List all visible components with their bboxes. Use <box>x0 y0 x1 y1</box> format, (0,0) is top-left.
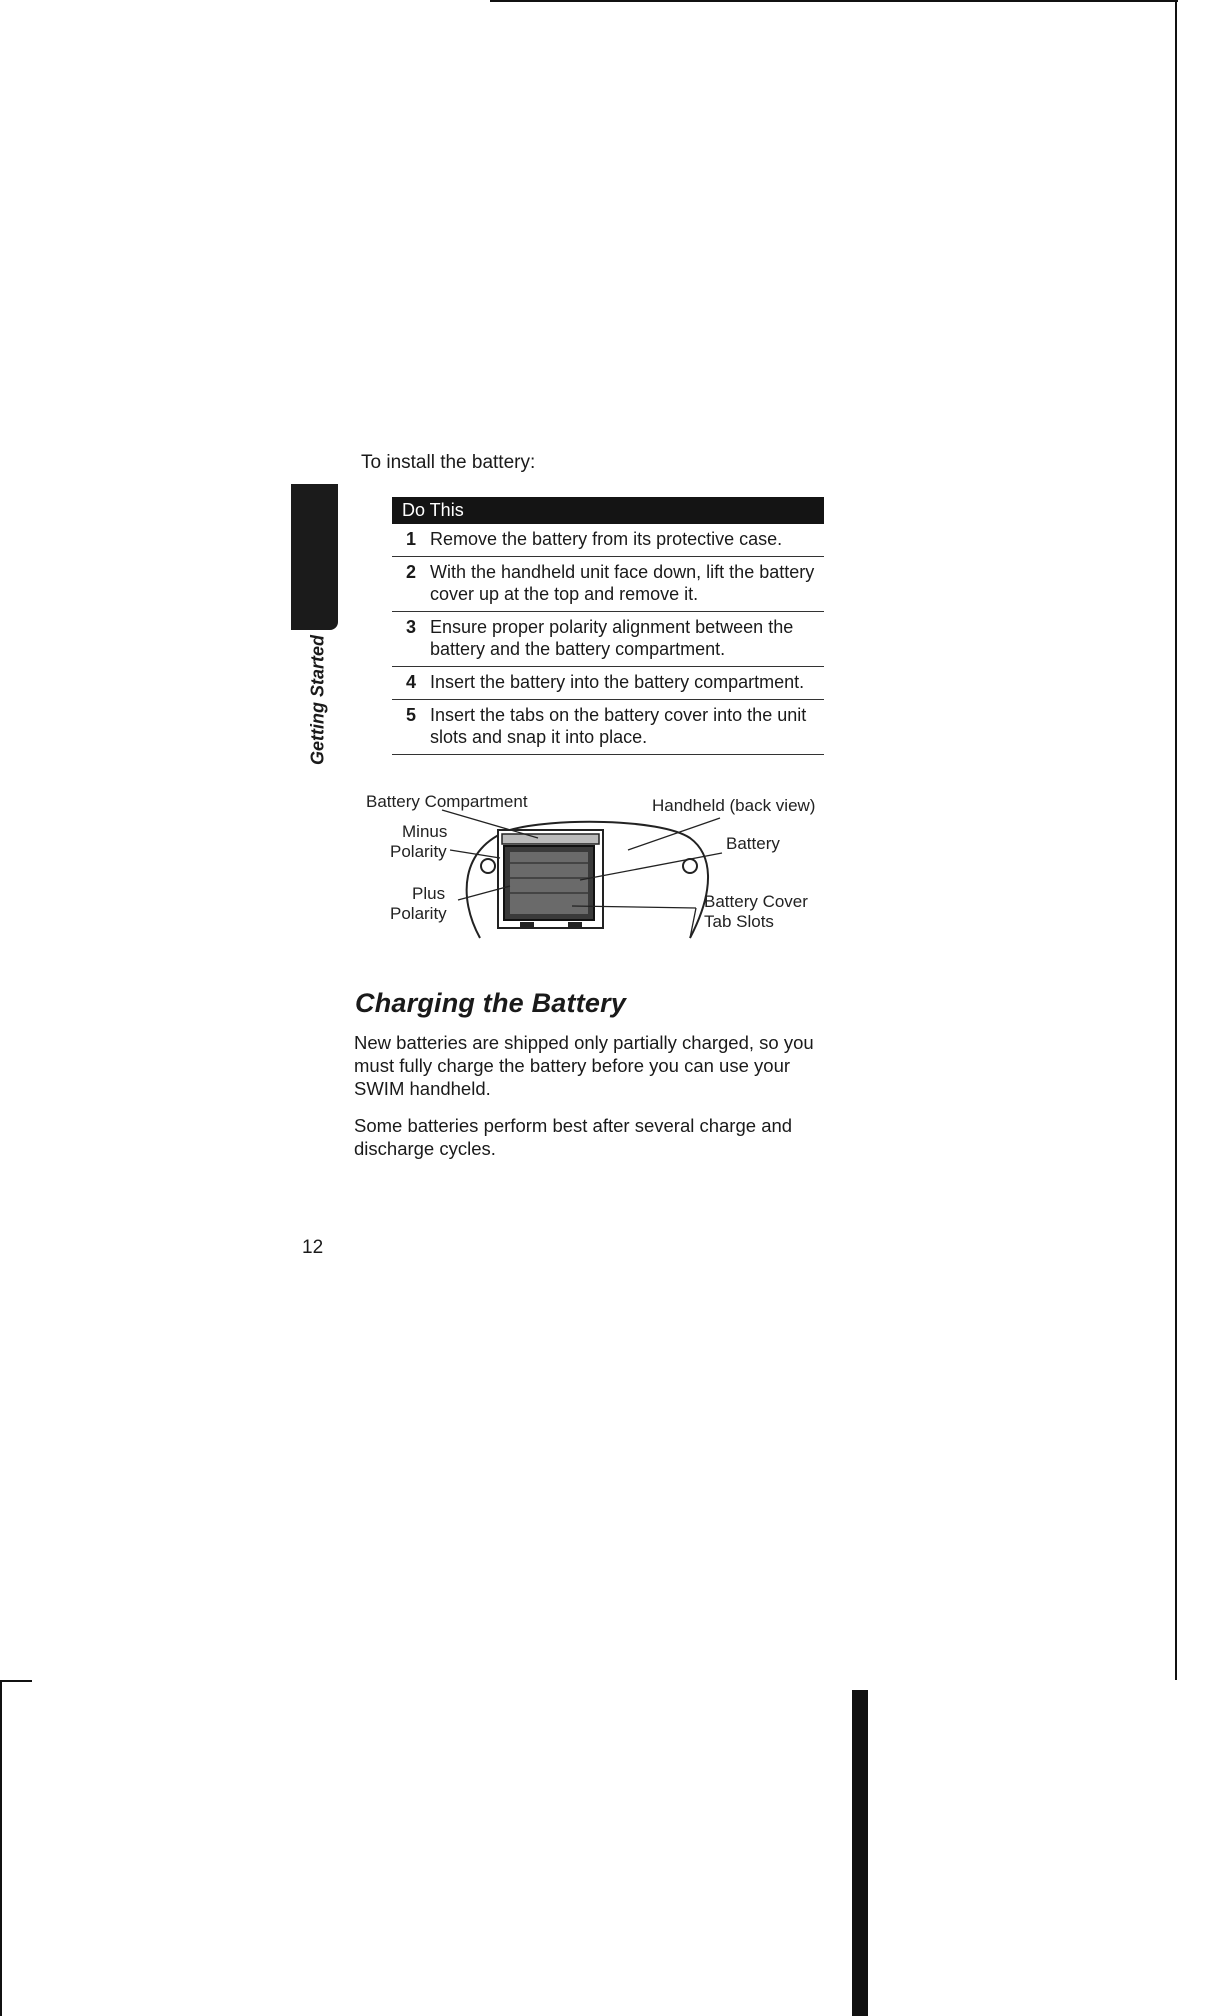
label-minus: Minus <box>402 822 448 841</box>
table-row <box>392 524 824 557</box>
step-number: 5 <box>392 700 430 755</box>
scan-edge-left-vertical <box>0 1680 2 2016</box>
label-battery-compartment: Battery Compartment <box>366 792 528 811</box>
step-number: 1 <box>392 524 430 557</box>
step-text: Ensure proper polarity alignment between the battery and the battery compartment. <box>430 612 824 667</box>
battery-installation-figure <box>360 788 820 948</box>
table-row <box>392 557 824 612</box>
section-tab-marker <box>291 484 338 630</box>
scan-bar-bottom <box>852 1690 868 2016</box>
charging-paragraph-2: Some batteries perform best after several charge and discharge cycles. <box>354 1115 793 1159</box>
table-row <box>392 612 824 667</box>
label-minus-polarity: Polarity <box>390 842 447 861</box>
table-row <box>392 667 824 700</box>
step-text: Remove the battery from its protective case. <box>430 524 824 557</box>
section-tab-label: Getting Started <box>307 634 328 766</box>
page-number: 12 <box>302 1237 324 1258</box>
step-number: 3 <box>392 612 430 667</box>
intro-text: To install the battery: <box>361 452 536 473</box>
section-title: Charging the Battery <box>355 988 627 1018</box>
step-number: 2 <box>392 557 430 612</box>
scan-edge-top <box>490 0 1178 2</box>
step-text: With the handheld unit face down, lift the battery cover up at the top and remove it. <box>430 557 824 612</box>
label-handheld-back-view: Handheld (back view) <box>652 796 816 815</box>
label-tab-slots: Tab Slots <box>704 912 774 931</box>
step-text: Insert the battery into the battery compartment. <box>430 667 824 700</box>
steps-table-header: Do This <box>392 497 824 524</box>
steps-table <box>392 497 824 755</box>
scan-edge-left-bottom <box>0 1680 32 1682</box>
step-text: Insert the tabs on the battery cover into the unit slots and snap it into place. <box>430 700 824 755</box>
label-battery: Battery <box>726 834 780 853</box>
table-row <box>392 700 824 755</box>
charging-paragraph-1: New batteries are shipped only partially charged, so you must fully charge the battery before you can use your SWIM handheld. <box>354 1032 814 1099</box>
label-plus-polarity: Polarity <box>390 904 447 923</box>
scan-edge-right <box>1175 0 1177 1680</box>
step-number: 4 <box>392 667 430 700</box>
label-battery-cover: Battery Cover <box>704 892 808 911</box>
label-plus: Plus <box>412 884 446 903</box>
